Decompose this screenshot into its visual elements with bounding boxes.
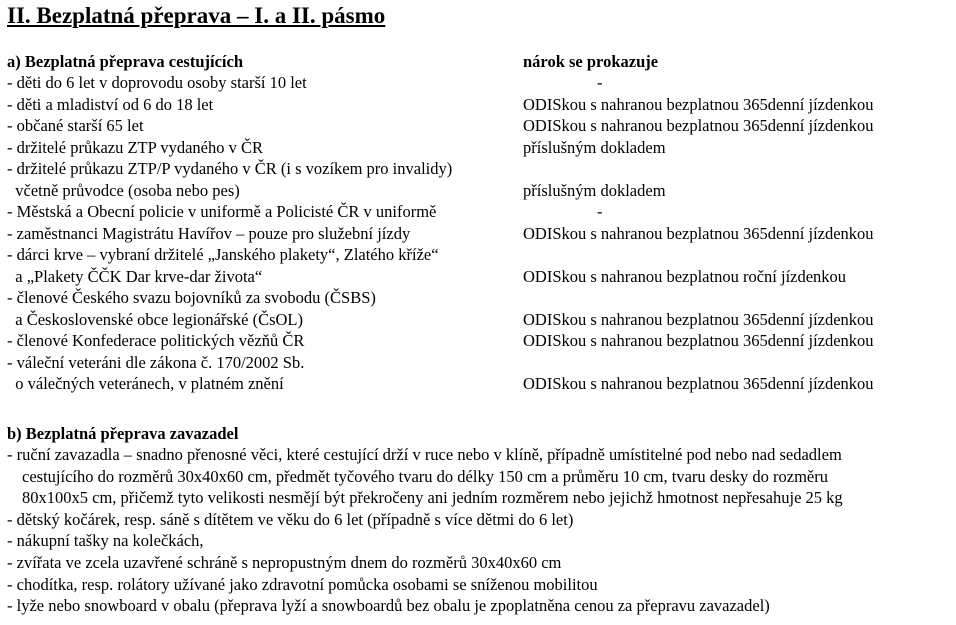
eligibility-row-proof: ODISkou s nahranou bezplatnou 365denní jízdenkou bbox=[523, 94, 874, 114]
eligibility-row-proof: příslušným dokladem bbox=[523, 180, 666, 200]
luggage-item-line: - zvířata ve zcela uzavřené schráně s nepropustným dnem do rozměrů 30x40x60 cm bbox=[7, 553, 562, 572]
eligibility-row-proof: ODISkou s nahranou bezplatnou roční jízdenkou bbox=[523, 266, 847, 286]
eligibility-row bbox=[7, 244, 952, 265]
eligibility-row bbox=[7, 72, 952, 93]
eligibility-row-proof: - bbox=[597, 202, 603, 221]
luggage-item-line: - lyže nebo snowboard v obalu (přeprava lyží a snowboardů bez obalu je zpoplatněna cenou za přepravu zavazadel) bbox=[7, 596, 770, 616]
luggage-item-line: 80x100x5 cm, přičemž tyto velikosti nesmějí být překročeny ani jedním rozměrem nebo jejichž hmotnost nepřesahuje 25 kg bbox=[22, 488, 843, 508]
eligibility-row-group: - dárci krve – vybraní držitelé „Janského plakety“, Zlatého kříže“ bbox=[7, 245, 439, 264]
eligibility-row-proof: příslušným dokladem bbox=[523, 137, 666, 157]
eligibility-row-group: a „Plakety ČČK Dar krve-dar života“ bbox=[7, 266, 263, 286]
eligibility-row-group: o válečných veteránech, v platném znění bbox=[7, 374, 284, 393]
eligibility-row-group: a Československé obce legionářské (ČsOL) bbox=[7, 309, 304, 329]
section-a-heading: a) Bezplatná přeprava cestujících bbox=[7, 52, 244, 71]
eligibility-row bbox=[7, 352, 952, 373]
eligibility-row bbox=[7, 309, 952, 330]
eligibility-row-proof: ODISkou s nahranou bezplatnou 365denní jízdenkou bbox=[523, 116, 874, 135]
eligibility-row-group: - děti a mladiství od 6 do 18 let bbox=[7, 94, 214, 114]
proof-column-heading: nárok se prokazuje bbox=[523, 52, 659, 71]
eligibility-row-proof: ODISkou s nahranou bezplatnou 365denní jízdenkou bbox=[523, 374, 874, 393]
eligibility-row-group: - členové Českého svazu bojovníků za svobodu (ČSBS) bbox=[7, 288, 376, 307]
eligibility-row-group: - členové Konfederace politických vězňů ČR bbox=[7, 331, 305, 350]
eligibility-row-group: - zaměstnanci Magistrátu Havířov – pouze pro služební jízdy bbox=[7, 223, 411, 243]
eligibility-row-proof: - bbox=[597, 73, 603, 92]
eligibility-row-group: včetně průvodce (osoba nebo pes) bbox=[7, 180, 240, 200]
eligibility-row bbox=[7, 115, 952, 136]
eligibility-row bbox=[7, 266, 952, 287]
luggage-item-line: cestujícího do rozměrů 30x40x60 cm, předmět tyčového tvaru do délky 150 cm a průměru 10 cm, tvaru desky do rozměru bbox=[22, 466, 828, 486]
eligibility-row bbox=[7, 180, 952, 201]
eligibility-row bbox=[7, 330, 952, 351]
eligibility-row bbox=[7, 137, 952, 158]
eligibility-row bbox=[7, 373, 952, 394]
luggage-item-line: - nákupní tašky na kolečkách, bbox=[7, 531, 204, 551]
eligibility-row-proof: ODISkou s nahranou bezplatnou 365denní jízdenkou bbox=[523, 223, 874, 243]
eligibility-row-group: - Městská a Obecní policie v uniformě a Policisté ČR v uniformě bbox=[7, 202, 437, 221]
eligibility-row bbox=[7, 158, 952, 179]
eligibility-row-proof: ODISkou s nahranou bezplatnou 365denní jízdenkou bbox=[523, 309, 874, 329]
eligibility-row-group: - děti do 6 let v doprovodu osoby starší 10 let bbox=[7, 73, 307, 92]
eligibility-row bbox=[7, 201, 952, 222]
eligibility-row-group: - držitelé průkazu ZTP vydaného v ČR bbox=[7, 137, 263, 157]
luggage-item-line: - chodítka, resp. rolátory užívané jako zdravotní pomůcka osobami se sníženou mobilitou bbox=[7, 574, 598, 594]
eligibility-row-proof: ODISkou s nahranou bezplatnou 365denní jízdenkou bbox=[523, 331, 874, 350]
eligibility-row-group: - občané starší 65 let bbox=[7, 116, 144, 135]
eligibility-row bbox=[7, 94, 952, 115]
luggage-item-line: - dětský kočárek, resp. sáně s dítětem ve věku do 6 let (případně s více dětmi do 6 let) bbox=[7, 509, 574, 529]
eligibility-row-group: - držitelé průkazu ZTP/P vydaného v ČR (i s vozíkem pro invalidy) bbox=[7, 159, 453, 178]
page-title: II. Bezplatná přeprava – I. a II. pásmo bbox=[7, 3, 386, 28]
eligibility-row bbox=[7, 287, 952, 308]
eligibility-row-group: - váleční veteráni dle zákona č. 170/2002 Sb. bbox=[7, 352, 305, 372]
section-b-heading: b) Bezplatná přeprava zavazadel bbox=[7, 424, 239, 443]
luggage-item-line: - ruční zavazadla – snadno přenosné věci, které cestující drží v ruce nebo v klíně, případně umístitelné pod nebo nad sedadlem bbox=[7, 445, 842, 464]
eligibility-row bbox=[7, 223, 952, 244]
